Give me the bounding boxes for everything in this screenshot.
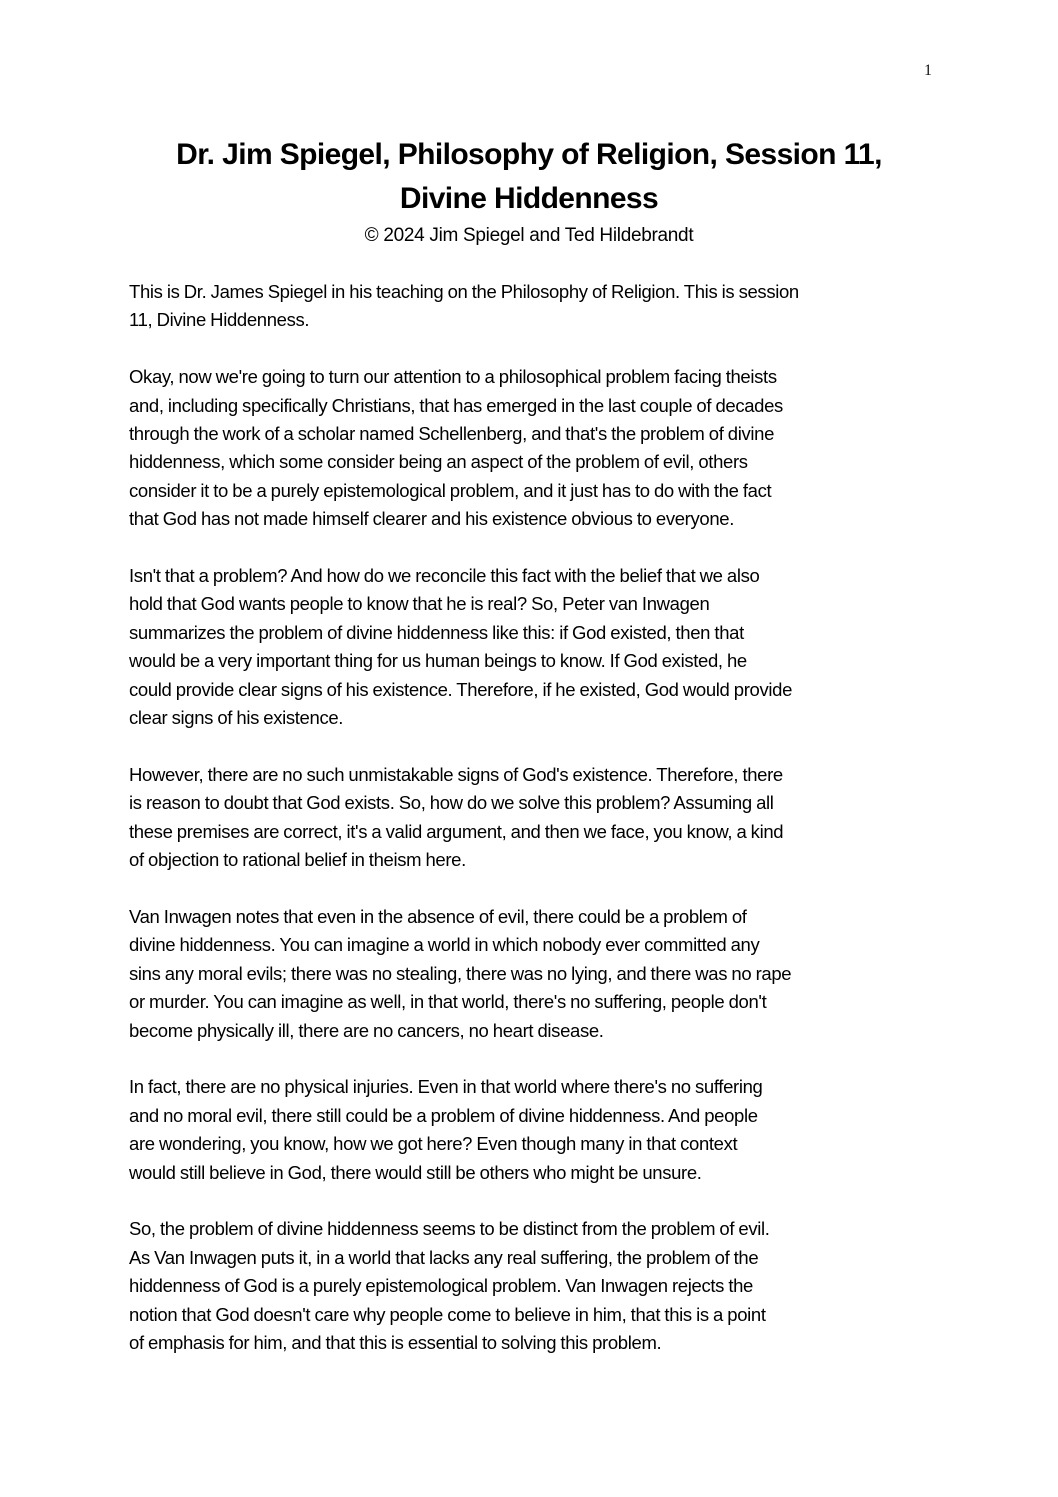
text-line: would still believe in God, there would still be others who might be unsure. xyxy=(129,1161,702,1183)
text-line: summarizes the problem of divine hiddenness like this: if God existed, then that xyxy=(129,621,744,643)
text-line: could provide clear signs of his existence. Therefore, if he existed, God would provide xyxy=(129,678,793,700)
text-line: hold that God wants people to know that he is real? So, Peter van Inwagen xyxy=(129,593,710,615)
title-line: Dr. Jim Spiegel, Philosophy of Religion, Session 11, xyxy=(176,138,882,171)
text-line: through the work of a scholar named Schellenberg, and that's the problem of divine xyxy=(129,423,775,445)
paragraph xyxy=(129,903,949,1045)
text-line: hiddenness, which some consider being an aspect of the problem of evil, others xyxy=(129,451,748,473)
text-line: Van Inwagen notes that even in the absence of evil, there could be a problem of xyxy=(129,905,747,927)
text-line: is reason to doubt that God exists. So, how do we solve this problem? Assuming all xyxy=(129,792,774,814)
text-line: In fact, there are no physical injuries. Even in that world where there's no suffering xyxy=(129,1076,763,1098)
paragraph xyxy=(129,363,949,533)
paragraph xyxy=(129,278,949,335)
text-line: and, including specifically Christians, that has emerged in the last couple of decades xyxy=(129,394,783,416)
text-line: This is Dr. James Spiegel in his teaching on the Philosophy of Religion. This is session xyxy=(129,281,799,302)
text-line: of emphasis for him, and that this is essential to solving this problem. xyxy=(129,1331,662,1353)
text-line: and no moral evil, there still could be a problem of divine hiddenness. And people xyxy=(129,1104,758,1126)
text-line: are wondering, you know, how we got here? Even though many in that context xyxy=(129,1133,738,1155)
paragraph xyxy=(129,761,949,875)
paragraph xyxy=(129,562,949,732)
text-line: So, the problem of divine hiddenness seems to be distinct from the problem of evil. xyxy=(129,1218,770,1240)
text-line: However, there are no such unmistakable signs of God's existence. Therefore, there xyxy=(129,763,783,785)
text-line: that God has not made himself clearer and his existence obvious to everyone. xyxy=(129,508,734,530)
document-body xyxy=(129,278,949,1386)
text-line: would be a very important thing for us human beings to know. If God existed, he xyxy=(129,650,747,672)
text-line: or murder. You can imagine as well, in that world, there's no suffering, people don't xyxy=(129,991,767,1013)
text-line: consider it to be a purely epistemological problem, and it just has to do with the fact xyxy=(129,479,772,501)
text-line: hiddenness of God is a purely epistemological problem. Van Inwagen rejects the xyxy=(129,1275,753,1297)
paragraph xyxy=(129,1073,949,1187)
page-number: 1 xyxy=(924,62,932,79)
copyright-notice: © 2024 Jim Spiegel and Ted Hildebrandt xyxy=(364,225,694,246)
paragraph xyxy=(129,1215,949,1357)
text-line: divine hiddenness. You can imagine a world in which nobody ever committed any xyxy=(129,934,760,956)
text-line: clear signs of his existence. xyxy=(129,707,344,729)
text-line: 11, Divine Hiddenness. xyxy=(129,309,310,331)
text-line: these premises are correct, it's a valid argument, and then we face, you know, a kind xyxy=(129,820,784,842)
text-line: Isn't that a problem? And how do we reconcile this fact with the belief that we also xyxy=(129,565,760,587)
text-line: become physically ill, there are no cancers, no heart disease. xyxy=(129,1019,604,1041)
title-line: Divine Hiddenness xyxy=(399,182,659,215)
text-line: of objection to rational belief in theism here. xyxy=(129,849,466,871)
text-line: sins any moral evils; there was no stealing, there was no lying, and there was no rape xyxy=(129,962,792,984)
text-line: notion that God doesn't care why people come to believe in him, that this is a point xyxy=(129,1303,766,1325)
text-line: As Van Inwagen puts it, in a world that lacks any real suffering, the problem of the xyxy=(129,1246,759,1268)
document-title xyxy=(100,133,958,221)
text-line: Okay, now we're going to turn our attention to a philosophical problem facing theists xyxy=(129,366,777,388)
